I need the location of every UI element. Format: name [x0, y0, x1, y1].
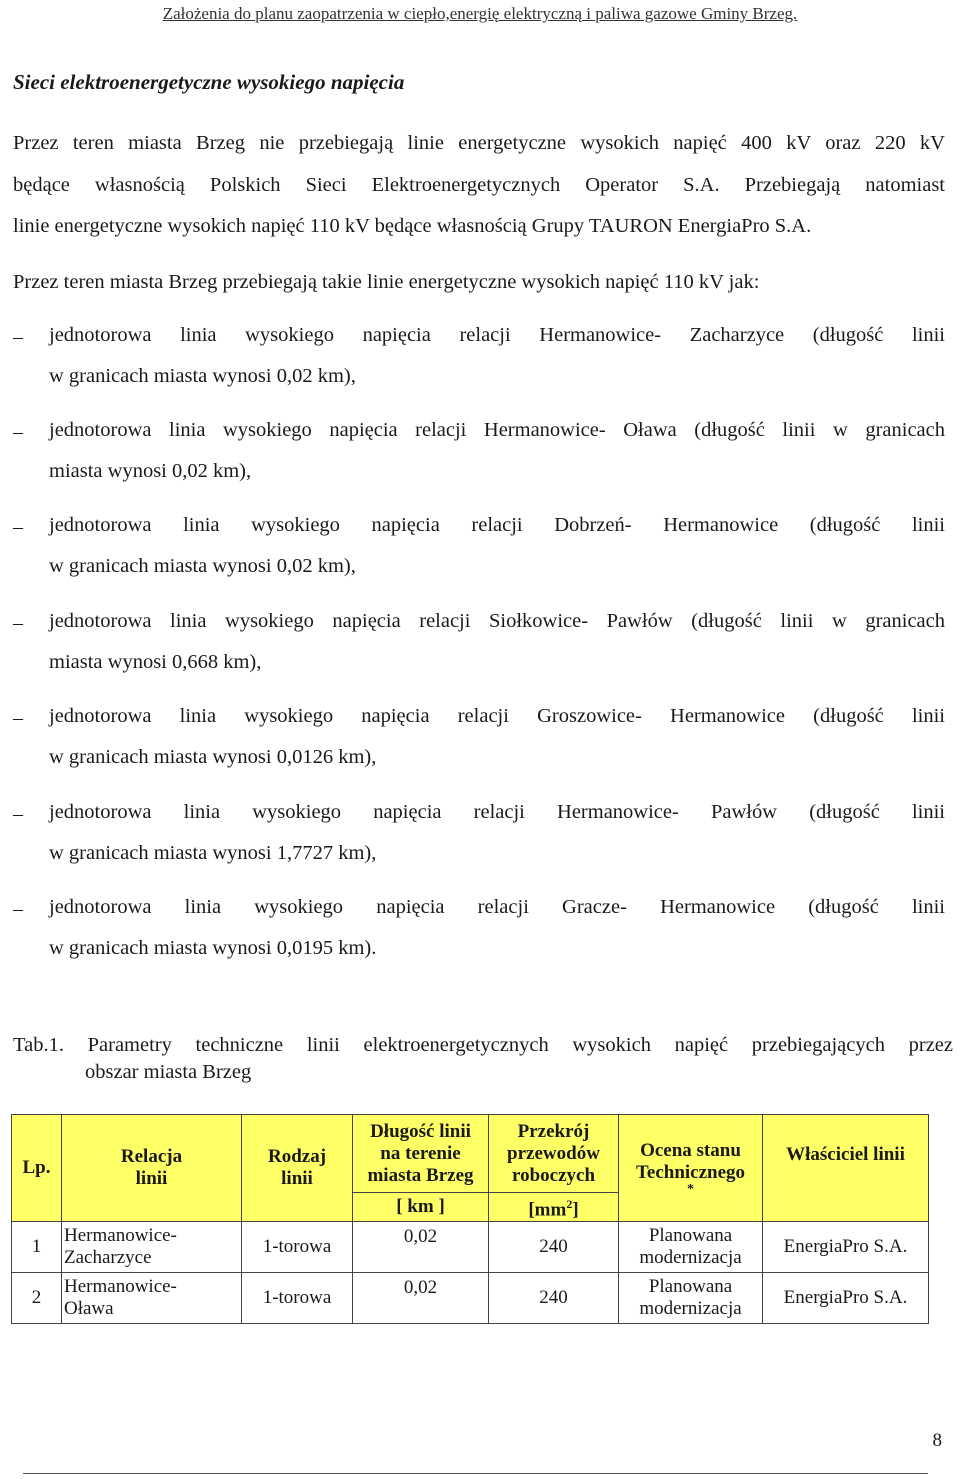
list-item-line2: w granicach miasta wynosi 0,02 km),	[49, 555, 356, 577]
table-header-row	[12, 1115, 929, 1193]
cell-rodzaj: 1-torowa	[242, 1222, 353, 1273]
header-relacja-l2: linii	[135, 1168, 168, 1190]
list-item-line1: jednotorowa linia wysokiego napięcia relacji Siołkowice- Pawłów (długość linii w granicach	[49, 610, 945, 632]
cell-dlugosc	[353, 1222, 489, 1273]
cell-ocena-l2: modernizacja	[639, 1298, 742, 1320]
table-row	[12, 1222, 929, 1273]
bullet-dash: –	[13, 803, 23, 825]
unit-close: ]	[572, 1199, 579, 1221]
header-dlugosc-l1: Długość linii	[370, 1120, 471, 1142]
header-przekroj	[489, 1115, 619, 1193]
list-item-line2: miasta wynosi 0,02 km),	[49, 460, 252, 482]
header-rodzaj	[242, 1115, 353, 1222]
cell-dlugosc-value: 0,02	[403, 1277, 438, 1299]
footer-rule	[23, 1473, 928, 1474]
paragraph1-line2: będące własnością Polskich Sieci Elektroenergetycznych Operator S.A. Przebiegają natomiast	[13, 174, 945, 196]
unit-open: [mm	[528, 1199, 567, 1221]
cell-ocena	[619, 1273, 763, 1324]
cell-lp: 1	[12, 1222, 62, 1273]
list-item-line2: w granicach miasta wynosi 1,7727 km),	[49, 842, 377, 864]
cell-dlugosc-value: 0,02	[403, 1226, 438, 1248]
cell-przekroj: 240	[489, 1222, 619, 1273]
header-dlugosc	[353, 1115, 489, 1193]
cell-relacja	[62, 1222, 242, 1273]
cell-ocena-l2: modernizacja	[639, 1247, 742, 1269]
unit-sup: 2	[566, 1197, 573, 1211]
cell-lp: 2	[12, 1273, 62, 1324]
list-item-line2: miasta wynosi 0,668 km),	[49, 651, 262, 673]
page-number: 8	[932, 1430, 942, 1451]
running-header: Założenia do planu zaopatrzenia w ciepło,energię elektryczną i paliwa gazowe Gminy Brzeg.	[162, 4, 798, 23]
section-heading: Sieci elektroenergetyczne wysokiego napięcia	[13, 70, 405, 94]
paragraph1-line1: Przez teren miasta Brzeg nie przebiegają linie energetyczne wysokich napięć 400 kV oraz 220 kV	[13, 132, 945, 154]
header-rodzaj-l2: linii	[281, 1168, 313, 1190]
paragraph2: Przez teren miasta Brzeg przebiegają takie linie energetyczne wysokich napięć 110 kV jak:	[13, 271, 760, 293]
parameters-table	[11, 1114, 929, 1324]
list-item-line1: jednotorowa linia wysokiego napięcia relacji Groszowice- Hermanowice (długość linii	[49, 705, 945, 727]
cell-relacja-l1: Hermanowice-	[64, 1225, 177, 1247]
cell-ocena-l1: Planowana	[648, 1276, 733, 1298]
header-dlugosc-l3: miasta Brzeg	[367, 1164, 474, 1186]
bullet-dash: –	[13, 326, 23, 348]
cell-ocena	[619, 1222, 763, 1273]
header-ocena-l2: Technicznego	[635, 1162, 746, 1184]
cell-wlasciciel: EnergiaPro S.A.	[763, 1273, 929, 1324]
bullet-dash: –	[13, 421, 23, 443]
header-ocena	[619, 1115, 763, 1222]
header-relacja	[62, 1115, 242, 1222]
header-ocena-l1: Ocena stanu	[640, 1140, 741, 1162]
cell-rodzaj: 1-torowa	[242, 1273, 353, 1324]
cell-dlugosc	[353, 1273, 489, 1324]
table-caption-line1: Tab.1. Parametry techniczne linii elektroenergetycznych wysokich napięć przebiegających przez	[13, 1034, 953, 1056]
list-item-line2: w granicach miasta wynosi 0,0195 km).	[49, 937, 377, 959]
header-relacja-l1: Relacja	[120, 1146, 183, 1168]
cell-relacja-l1: Hermanowice-	[64, 1276, 177, 1298]
cell-relacja	[62, 1273, 242, 1324]
cell-relacja-l2: Oława	[64, 1298, 114, 1320]
header-wlasciciel-l1: Właściciel linii	[786, 1144, 905, 1166]
cell-przekroj: 240	[489, 1273, 619, 1324]
list-item-line1: jednotorowa linia wysokiego napięcia relacji Dobrzeń- Hermanowice (długość linii	[49, 514, 945, 536]
list-item-line1: jednotorowa linia wysokiego napięcia relacji Hermanowice- Pawłów (długość linii	[49, 801, 945, 823]
header-przekroj-l2: przewodów	[507, 1142, 600, 1164]
bullet-dash: –	[13, 898, 23, 920]
header-ocena-l3: *	[687, 1182, 694, 1198]
cell-relacja-l2: Zacharzyce	[64, 1247, 152, 1269]
header-wlasciciel	[763, 1115, 929, 1222]
list-item-line1: jednotorowa linia wysokiego napięcia relacji Hermanowice- Oława (długość linii w granicach	[49, 419, 945, 441]
cell-wlasciciel: EnergiaPro S.A.	[763, 1222, 929, 1273]
header-rodzaj-l1: Rodzaj	[267, 1146, 327, 1168]
list-item-line2: w granicach miasta wynosi 0,02 km),	[49, 365, 356, 387]
list-item-line1: jednotorowa linia wysokiego napięcia relacji Gracze- Hermanowice (długość linii	[49, 896, 945, 918]
list-item-line2: w granicach miasta wynosi 0,0126 km),	[49, 746, 377, 768]
list-item-line1: jednotorowa linia wysokiego napięcia relacji Hermanowice- Zacharzyce (długość linii	[49, 324, 945, 346]
header-przekroj-l3: roboczych	[511, 1164, 596, 1186]
bullet-dash: –	[13, 612, 23, 634]
header-dlugosc-unit: [ km ]	[353, 1193, 489, 1222]
header-przekroj-l1: Przekrój	[517, 1120, 590, 1142]
paragraph1-line3: linie energetyczne wysokich napięć 110 kV będące własnością Grupy TAURON EnergiaPro S.A.	[13, 215, 812, 237]
bullet-dash: –	[13, 516, 23, 538]
bullet-dash: –	[13, 707, 23, 729]
table-caption-line2: obszar miasta Brzeg	[85, 1061, 252, 1083]
header-przekroj-unit	[489, 1193, 619, 1222]
header-lp	[12, 1115, 62, 1222]
cell-ocena-l1: Planowana	[648, 1225, 733, 1247]
header-dlugosc-l2: na terenie	[380, 1142, 461, 1164]
header-lp-text: Lp.	[22, 1157, 51, 1179]
table-row	[12, 1273, 929, 1324]
